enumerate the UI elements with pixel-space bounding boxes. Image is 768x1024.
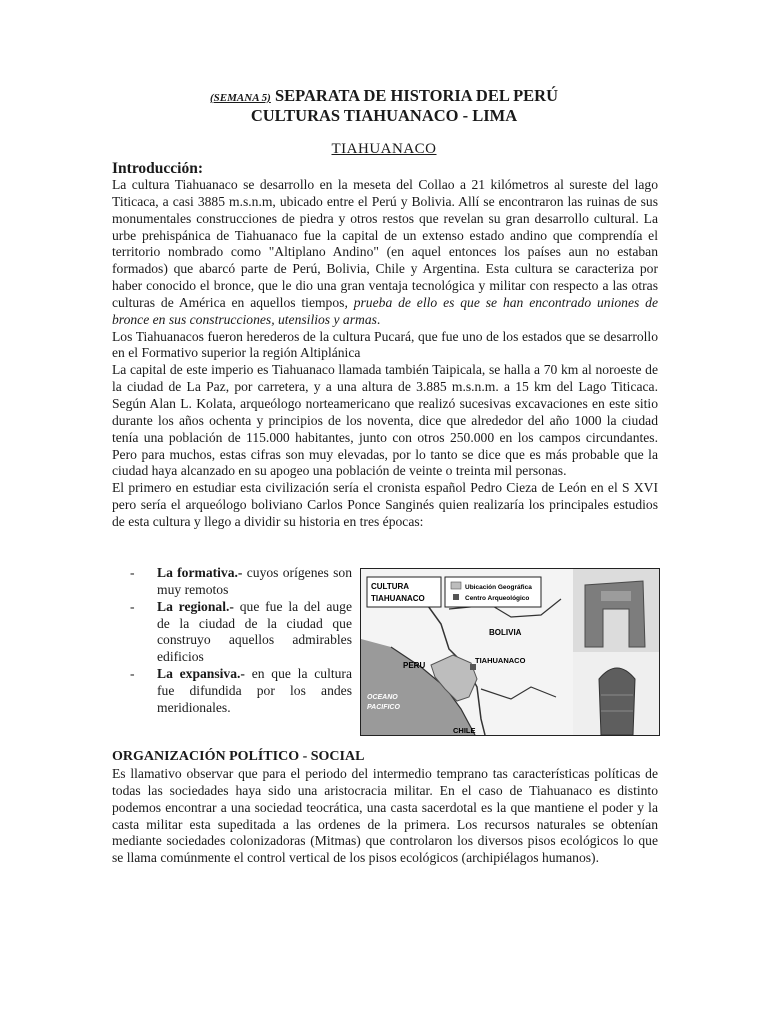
gate-frieze	[601, 591, 631, 601]
legend-swatch-region	[451, 582, 461, 589]
intro-p1-italic: , prueba de ello es que se han encontrado uniones de bronce en sus construcciones, utensilios y armas	[112, 294, 659, 327]
list-dash: -	[130, 598, 135, 614]
map-svg	[361, 569, 659, 735]
week-label: (SEMANA 5)	[210, 92, 271, 104]
list-dash: -	[130, 565, 135, 580]
epoch-desc: cuyos orígenes son muy remotos	[157, 565, 352, 597]
epoch-name: La regional.-	[157, 598, 234, 614]
intro-heading: Introducción:	[112, 160, 204, 177]
organizacion-heading: ORGANIZACIÓN POLÍTICO - SOCIAL	[112, 749, 365, 764]
intro-paragraph-3: La capital de este imperio es Tiahuanaco llamada también Taipicala, se halla a 70 km al noroeste de la ciudad de La Paz, por carretera, y a una altura de 3.885 m.s.n.m. a 15 km del Lago Titicaca. Según Alan L. Kolata, arqueólogo norteamericano que realizó sucesivas excavaciones en este sitio durante los años ochenta y principios de los noventa, dice que alrededor del año 1000 la ciudad tenía una población de 115.000 habitantes, junto con otros 250.000 en los campos circundantes. Pero para muchos, estas cifras son muy elevadas, por lo tanto se dice que es más probable que la ciudad haya alcanzado en su apogeo una población de veinte o treinta mil personas.	[112, 362, 658, 479]
intro-p1-text: La cultura Tiahuanaco se desarrollo en la meseta del Collao a 21 kilómetros al sureste del lago Titicaca, a casi 3885 m.s.n.m, ubicado entre el Perú y Bolivia. Allí se encontraron las ruinas de sus monumentales construcciones de piedra y otros restos que revelan su gran desarrollo cultural. La urbe prehispánica de Tiahuanaco fue la capital de un extenso estado andino que comprendía el territorio nombrado como "Altiplano Andino" (en aquel entonces los países aun no estaban formados) que abarcó parte de Perú, Bolivia, Chile y Argentina. Esta cultura se caracteriza por haber conocido el bronce, que le dio una gran ventaja tecnológica y militar con respecto a las otras culturas de América en aquellos tiempos	[112, 177, 658, 310]
intro-body	[112, 177, 658, 531]
title-text: SEPARATA DE HISTORIA DEL PERÚ	[274, 86, 558, 105]
intro-p1-end: .	[376, 311, 381, 327]
intro-paragraph-2: Los Tiahuanacos fueron herederos de la cultura Pucará, que fue uno de los estados que se desarrollo en el Formativo superior la región Altiplánica	[112, 328, 658, 361]
intro-paragraph-1	[112, 177, 658, 329]
label-bolivia: BOLIVIA	[489, 628, 522, 637]
legend-swatch-center	[453, 594, 459, 600]
label-ocean-1: OCEANO	[367, 694, 398, 701]
label-tiahuanaco: TIAHUANACO	[475, 656, 526, 665]
intro-paragraph-4: El primero en estudiar esta civilización sería el cronista español Pedro Cieza de León en el S XVI pero sería el arqueólogo boliviano Carlos Ponce Sanginés quien realizaría los principales estudios de esta cultura y llego a dividir su historia en tres épocas:	[112, 480, 658, 529]
label-ocean-2: PACIFICO	[367, 704, 400, 711]
map-title-2: TIAHUANACO	[371, 594, 425, 603]
legend-label-1: Ubicación Geográfica	[465, 584, 532, 591]
map-title-1: CULTURA	[371, 582, 410, 591]
list-dash: -	[130, 666, 135, 682]
map-legend-box	[445, 577, 541, 607]
organizacion-body	[112, 766, 658, 867]
legend-label-2: Centro Arqueológico	[465, 595, 530, 602]
monolith-icon	[599, 668, 635, 735]
epoch-desc: en que la cultura fue difundida por los andes meridionales.	[157, 666, 352, 715]
epoch-desc: que fue la del auge de la ciudad de la ciudad que construyo aquellos admirables edificios	[157, 598, 352, 665]
list-item	[130, 666, 352, 717]
section-title: TIAHUANACO	[331, 141, 437, 157]
document-subtitle: CULTURAS TIAHUANACO - LIMA	[250, 106, 518, 125]
epochs-list	[130, 565, 352, 717]
organizacion-paragraph: Es llamativo observar que para el periodo del intermedio temprano tas características políticas de todas las sociedades haya sido una aristocracia militar. En el caso de Tiahuanaco es distinto podemos encontrar a una sociedad teocrática, una casta sacerdotal es la que mantiene el poder y la casta militar esta supeditada a las ordenes de la primera. Los recursos naturales se obtenían mediante sociedades colonizadoras (Mitmas) que controlaron los diversos pisos ecológicos lo que se llama comúnmente el control vertical de los pisos ecológicos (archipiélagos humanos).	[112, 766, 658, 866]
tiahuanaco-map-figure	[360, 568, 660, 736]
epoch-name: La expansiva.-	[157, 666, 245, 682]
epoch-name: La formativa.-	[157, 565, 243, 580]
label-peru: PERU	[403, 661, 426, 670]
label-chile: CHILE	[453, 726, 476, 735]
list-item	[130, 599, 352, 666]
list-item	[130, 565, 352, 599]
document-title	[0, 86, 768, 106]
